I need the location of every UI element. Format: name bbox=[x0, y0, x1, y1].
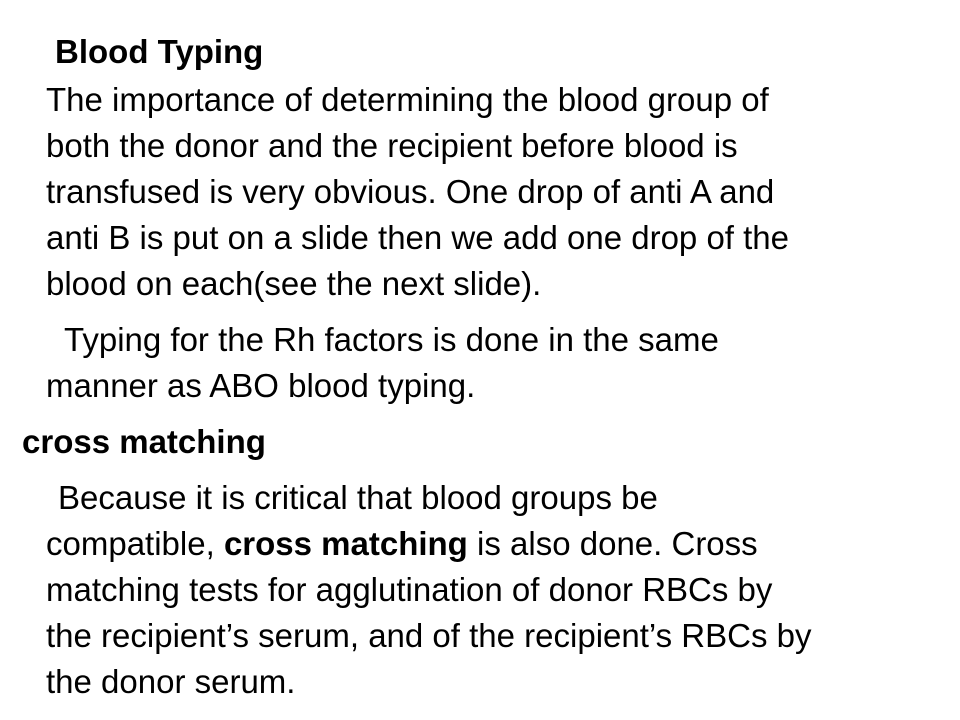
paragraph-line: Typing for the Rh factors is done in the same bbox=[64, 321, 719, 358]
paragraph-line: anti B is put on a slide then we add one drop of the bbox=[46, 219, 790, 256]
paragraph-line: the donor serum. bbox=[46, 663, 296, 700]
text-segment: compatible, bbox=[46, 525, 224, 562]
paragraph-line: manner as ABO blood typing. bbox=[46, 367, 476, 404]
heading-cross-matching: cross matching bbox=[22, 423, 266, 460]
paragraph-line: The importance of determining the blood group of bbox=[46, 81, 769, 118]
paragraph-line: matching tests for agglutination of donor RBCs by bbox=[46, 571, 773, 608]
paragraph-line: both the donor and the recipient before blood is bbox=[46, 127, 738, 164]
heading-blood-typing: Blood Typing bbox=[55, 33, 264, 70]
paragraph-line: blood on each(see the next slide). bbox=[46, 265, 542, 302]
paragraph-line: the recipient’s serum, and of the recipient’s RBCs by bbox=[46, 617, 812, 654]
paragraph-line: transfused is very obvious. One drop of anti A and bbox=[46, 173, 775, 210]
emphasis-cross-matching: cross matching bbox=[223, 525, 468, 562]
text-segment: is also done. Cross bbox=[467, 525, 758, 562]
paragraph-line: Because it is critical that blood groups be bbox=[58, 479, 658, 516]
paragraph-line bbox=[46, 524, 758, 564]
